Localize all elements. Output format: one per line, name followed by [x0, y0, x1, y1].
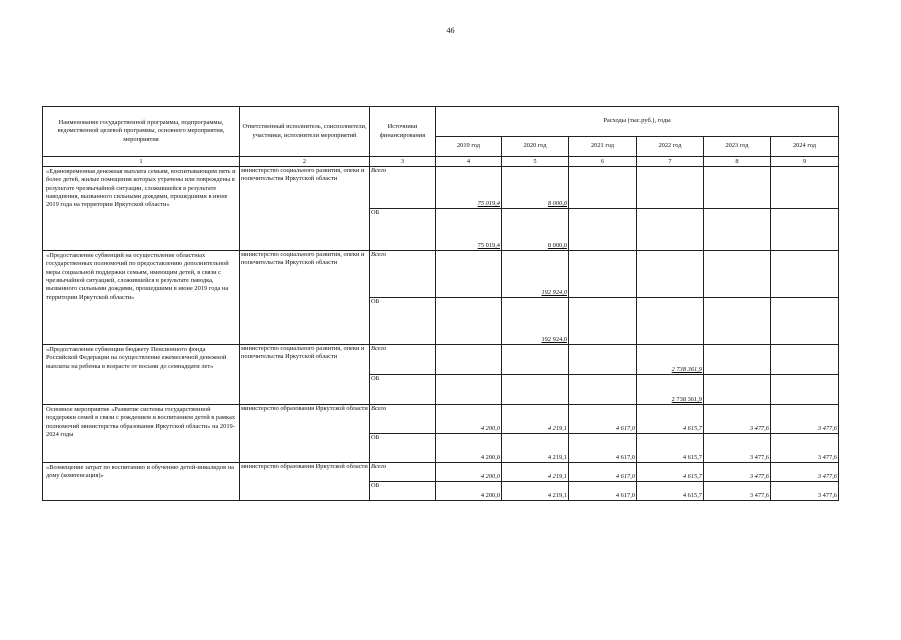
ob-value — [637, 209, 704, 251]
total-value — [569, 167, 637, 209]
source-total-label: Всего — [370, 251, 436, 298]
ob-value — [436, 375, 502, 405]
ob-value: 4 617,0 — [569, 434, 637, 463]
total-value: 4 615,7 — [637, 463, 704, 482]
source-ob-label: ОБ — [370, 209, 436, 251]
total-value — [502, 345, 569, 375]
source-total-label: Всего — [370, 345, 436, 375]
source-total-label: Всего — [370, 463, 436, 482]
header-year: 2022 год — [637, 137, 704, 157]
total-value: 4 200,0 — [436, 463, 502, 482]
column-number: 9 — [771, 157, 839, 167]
source-ob-label: ОБ — [370, 482, 436, 501]
ob-value: 3 477,6 — [704, 434, 771, 463]
ob-value: 3 477,6 — [771, 434, 839, 463]
ob-value: 8 000,0 — [502, 209, 569, 251]
column-number: 1 — [43, 157, 240, 167]
ob-value — [569, 375, 637, 405]
total-value: 3 477,6 — [704, 463, 771, 482]
ob-value: 4 617,0 — [569, 482, 637, 501]
column-number: 2 — [240, 157, 370, 167]
ob-value — [771, 209, 839, 251]
total-value: 4 219,1 — [502, 463, 569, 482]
total-value: 4 617,0 — [569, 463, 637, 482]
total-value — [569, 345, 637, 375]
ob-value — [771, 298, 839, 345]
ob-value — [569, 298, 637, 345]
ob-value: 4 219,1 — [502, 482, 569, 501]
total-value — [704, 167, 771, 209]
ob-value — [502, 375, 569, 405]
total-value: 75 019,4 — [436, 167, 502, 209]
ob-value — [704, 375, 771, 405]
total-value: 192 924,0 — [502, 251, 569, 298]
total-value — [436, 251, 502, 298]
header-year: 2021 год — [569, 137, 637, 157]
total-value: 3 477,6 — [771, 405, 839, 434]
expenses-table — [42, 106, 839, 501]
total-value — [436, 345, 502, 375]
ob-value: 3 477,6 — [704, 482, 771, 501]
responsible-executor: министерство социального развития, опеки и попечительства Иркутской области — [240, 345, 370, 405]
total-value: 4 615,7 — [637, 405, 704, 434]
column-number: 4 — [436, 157, 502, 167]
table-row — [43, 167, 839, 209]
responsible-executor: министерство образования Иркутской области — [240, 405, 370, 463]
ob-value: 4 200,0 — [436, 482, 502, 501]
header-year: 2023 год — [704, 137, 771, 157]
header-name: Наименование государственной программы, подпрограммы, ведомственной целевой программы, основного мероприятия, мероприятия — [43, 107, 240, 157]
total-value: 2 738 361,9 — [637, 345, 704, 375]
header-source: Источники финансирования — [370, 107, 436, 157]
source-ob-label: ОБ — [370, 298, 436, 345]
header-year: 2020 год — [502, 137, 569, 157]
header-year: 2024 год — [771, 137, 839, 157]
total-value — [637, 251, 704, 298]
total-value: 3 477,6 — [771, 463, 839, 482]
source-total-label: Всего — [370, 167, 436, 209]
source-ob-label: ОБ — [370, 375, 436, 405]
ob-value: 4 615,7 — [637, 434, 704, 463]
ob-value: 192 924,0 — [502, 298, 569, 345]
ob-value: 4 615,7 — [637, 482, 704, 501]
responsible-executor: министерство социального развития, опеки и попечительства Иркутской области — [240, 167, 370, 251]
ob-value — [637, 298, 704, 345]
total-value — [704, 345, 771, 375]
program-name: «Возмещение затрат по воспитанию и обучению детей-инвалидов на дому (компенсация)» — [43, 463, 240, 501]
program-name: «Предоставление субвенции бюджету Пенсионного фонда Российской Федерации на осуществление ежемесячной денежной выплаты на ребенка в возрасте от восьми до семнадцати лет» — [43, 345, 240, 405]
responsible-executor: министерство социального развития, опеки и попечительства Иркутской области — [240, 251, 370, 345]
total-value: 4 219,1 — [502, 405, 569, 434]
source-total-label: Всего — [370, 405, 436, 434]
source-ob-label: ОБ — [370, 434, 436, 463]
page-number: 46 — [446, 26, 455, 35]
total-value: 4 200,0 — [436, 405, 502, 434]
total-value — [771, 167, 839, 209]
total-value: 4 617,0 — [569, 405, 637, 434]
total-value — [771, 251, 839, 298]
program-name: «Единовременная денежная выплата семьям, воспитывающим пять и более детей, жилые помещения которых утрачены или повреждены в результате чрезвычайной ситуации, сложившейся в результате наводнения, вызванного сильными дождями, прошедшими в июне 2019 года на территории Иркутской области» — [43, 167, 240, 251]
total-value — [771, 345, 839, 375]
ob-value — [436, 298, 502, 345]
column-number: 5 — [502, 157, 569, 167]
program-name: «Предоставление субвенций на осуществление областных государственных полномочий по предоставлению дополнительной меры социальной поддержки семьям, имеющим детей, в связи с чрезвычайной ситуацией, сложившейся в результате паводка, вызванного сильными дождями, прошедшими в июне 2019 года на территории Иркутской области» — [43, 251, 240, 345]
table-row — [43, 463, 839, 482]
column-number: 3 — [370, 157, 436, 167]
total-value — [704, 251, 771, 298]
header-expenses: Расходы (тыс.руб.), годы — [436, 107, 839, 137]
ob-value — [771, 375, 839, 405]
ob-value — [704, 298, 771, 345]
column-number: 8 — [704, 157, 771, 167]
column-number-row — [43, 157, 839, 167]
total-value: 3 477,6 — [704, 405, 771, 434]
header-year: 2019 год — [436, 137, 502, 157]
ob-value: 75 019,4 — [436, 209, 502, 251]
ob-value — [569, 209, 637, 251]
ob-value: 2 738 361,9 — [637, 375, 704, 405]
ob-value: 4 200,0 — [436, 434, 502, 463]
column-number: 7 — [637, 157, 704, 167]
table-row — [43, 251, 839, 298]
program-name: Основное мероприятие «Развитие системы государственной поддержки семей в связи с рождением и воспитанием детей в рамках полномочий министерства образования Иркутской области» на 2019-2024 годы — [43, 405, 240, 463]
responsible-executor: министерство образования Иркутской области — [240, 463, 370, 501]
total-value: 8 000,0 — [502, 167, 569, 209]
ob-value: 4 219,1 — [502, 434, 569, 463]
total-value — [637, 167, 704, 209]
column-number: 6 — [569, 157, 637, 167]
total-value — [569, 251, 637, 298]
ob-value: 3 477,6 — [771, 482, 839, 501]
table-row — [43, 345, 839, 375]
table-row — [43, 405, 839, 434]
ob-value — [704, 209, 771, 251]
header-responsible: Ответственный исполнитель, соисполнители, участники, исполнители мероприятий — [240, 107, 370, 157]
